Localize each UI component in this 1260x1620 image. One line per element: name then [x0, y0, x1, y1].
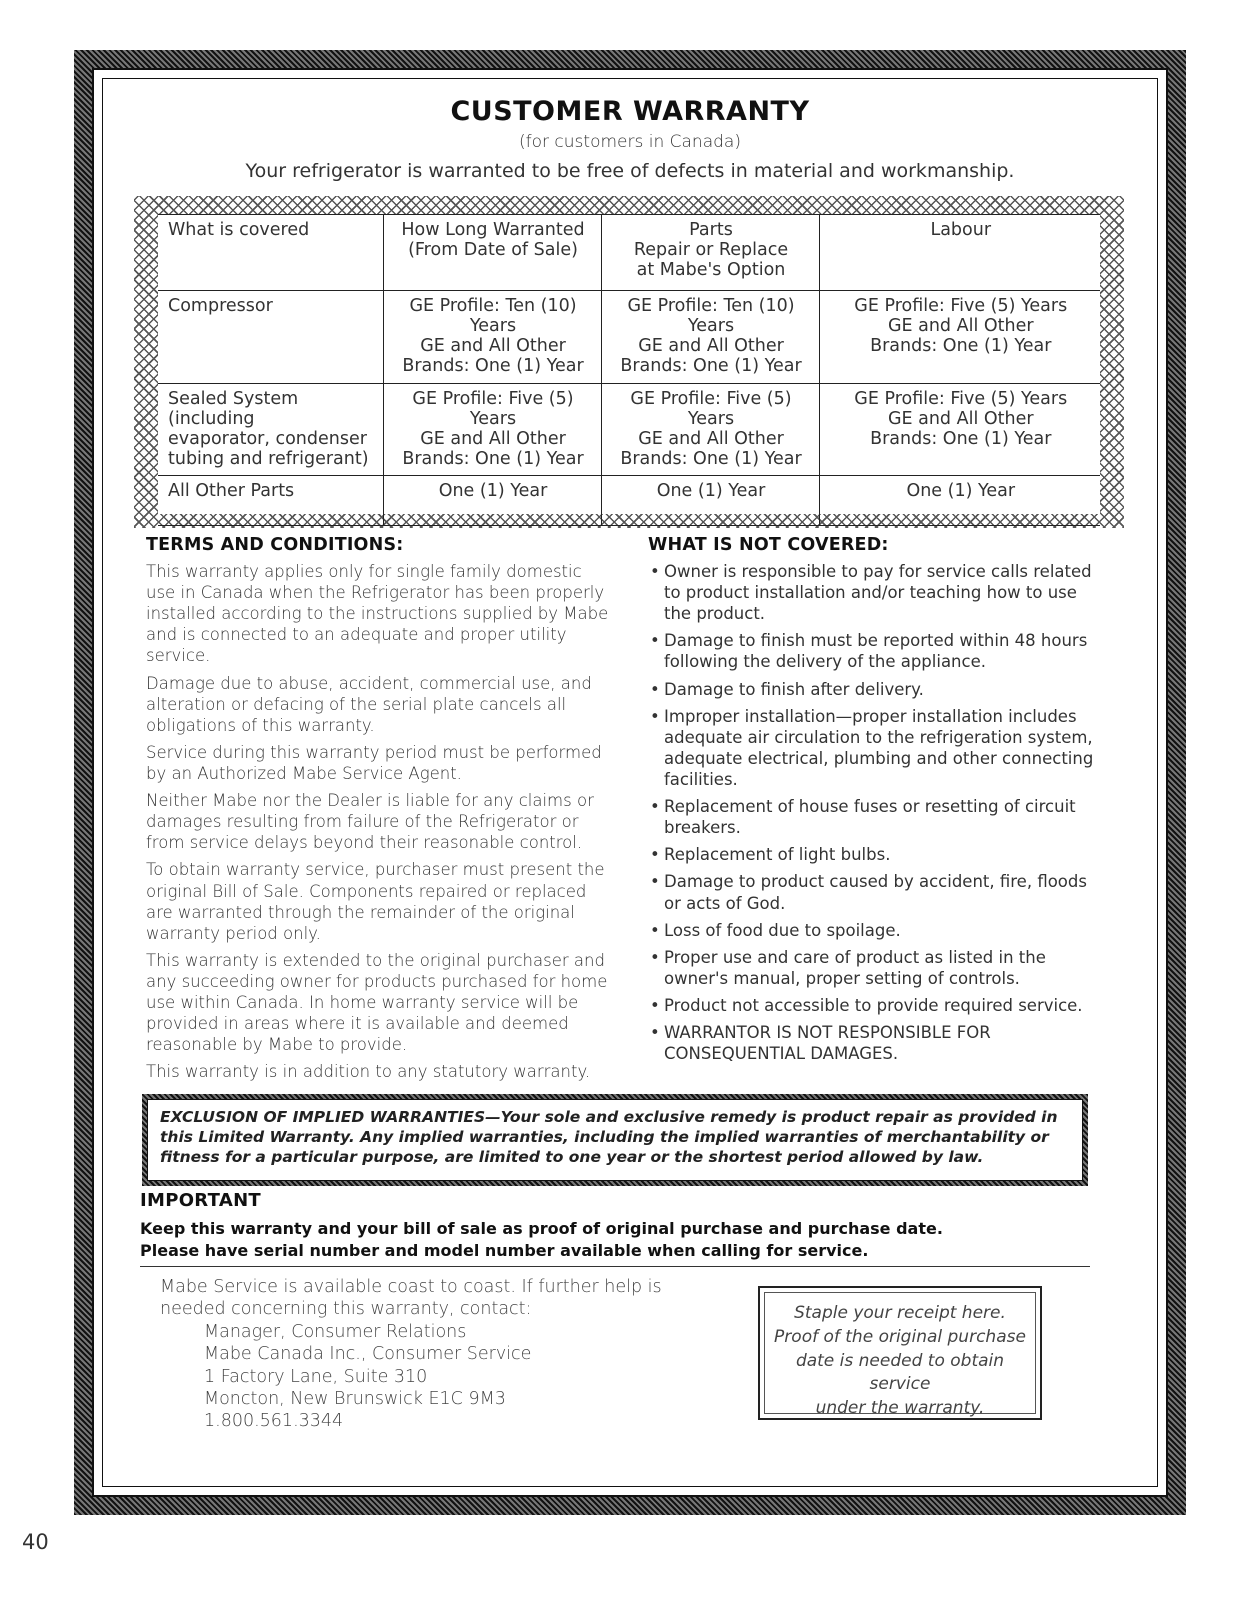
list-item: • Damage to finish must be reported within 48 hours following the delivery of the appliance. [648, 630, 1108, 672]
contact-intro: Mabe Service is available coast to coast. If further help is needed concerning this warranty, contact: [160, 1277, 662, 1320]
list-item: • Improper installation—proper installation includes adequate air circulation to the refrigeration system, adequate electrical, plumbing and other connecting facilities. [648, 706, 1108, 790]
row-other-parts-duration: One (1) Year [383, 476, 601, 526]
terms-paragraph: This warranty applies only for single family domestic use in Canada when the Refrigerator has been properly installed according to the instructions supplied by Mabe and is connected to an adequate and proper utility service. [146, 562, 609, 666]
header-labour: Labour [819, 215, 1100, 291]
row-sealed-system-duration: GE Profile: Five (5) Years GE and All Other Brands: One (1) Year [383, 383, 601, 476]
not-covered-heading: WHAT IS NOT COVERED: [648, 535, 889, 555]
list-item: • Loss of food due to spoilage. [648, 920, 1108, 941]
row-sealed-system-parts: GE Profile: Five (5) Years GE and All Other Brands: One (1) Year [601, 383, 819, 476]
page-title: CUSTOMER WARRANTY [450, 96, 810, 127]
table-row [158, 383, 1100, 476]
contact-info [160, 1276, 680, 1433]
warranty-table [158, 214, 1100, 526]
header-parts: Parts Repair or Replace at Mabe's Option [601, 215, 819, 291]
row-sealed-system-labour: GE Profile: Five (5) Years GE and All Other Brands: One (1) Year [819, 383, 1100, 476]
list-item: • Product not accessible to provide required service. [648, 995, 1108, 1016]
exclusion-text: EXCLUSION OF IMPLIED WARRANTIES—Your sole and exclusive remedy is product repair as provided in this Limited Warranty. Any implied warranties, including the implied warranties of merchantability or fitness for a particular purpose, are limited to one year or the shortest period allowed by law. [147, 1099, 1083, 1181]
not-covered-section [648, 535, 1108, 1070]
terms-paragraph: This warranty is extended to the original purchaser and any succeeding owner for products purchased for home use within Canada. In home warranty service will be provided in areas where it is available and deemed reasonable by Mabe to provide. [146, 950, 608, 1055]
list-item: • Replacement of light bulbs. [648, 844, 1108, 865]
page-border [74, 50, 1186, 1515]
contact-address: Manager, Consumer Relations Mabe Canada Inc., Consumer Service 1 Factory Lane, Suite 310 Moncton, New Brunswick E1C 9M3 1.800.561.3344 [160, 1321, 680, 1433]
page-number: 40 [22, 1530, 49, 1554]
terms-paragraph: To obtain warranty service, purchaser must present the original Bill of Sale. Components repaired or replaced are warranted through the remainder of the original warranty period only. [146, 860, 605, 943]
table-row [158, 291, 1100, 384]
important-notice: Keep this warranty and your bill of sale as proof of original purchase and purchase date. Please have serial number and model number available when calling for service. [140, 1219, 943, 1260]
terms-heading: TERMS AND CONDITIONS: [146, 535, 404, 555]
list-item: • Damage to product caused by accident, fire, floods or acts of God. [648, 871, 1108, 913]
row-compressor-duration: GE Profile: Ten (10) Years GE and All Other Brands: One (1) Year [383, 291, 601, 384]
header-how-long: How Long Warranted (From Date of Sale) [383, 215, 601, 291]
list-item: • Replacement of house fuses or resetting of circuit breakers. [648, 796, 1108, 838]
row-compressor-parts: GE Profile: Ten (10) Years GE and All Other Brands: One (1) Year [601, 291, 819, 384]
list-item: • Damage to finish after delivery. [648, 679, 1108, 700]
warranty-card [92, 68, 1168, 1497]
row-other-parts-labour: One (1) Year [819, 476, 1100, 526]
list-item: • WARRANTOR IS NOT RESPONSIBLE FOR CONSEQUENTIAL DAMAGES. [648, 1022, 1108, 1064]
row-other-parts-parts: One (1) Year [601, 476, 819, 526]
terms-paragraph: Service during this warranty period must be performed by an Authorized Mabe Service Agent. [146, 742, 602, 783]
table-decorative-border [134, 196, 1124, 528]
divider [140, 1266, 1090, 1267]
header-what-covered: What is covered [158, 215, 383, 291]
terms-paragraph: This warranty is in addition to any statutory warranty. [146, 1062, 591, 1082]
intro-text: Your refrigerator is warranted to be free of defects in material and workmanship. [245, 160, 1015, 182]
list-item: • Proper use and care of product as listed in the owner's manual, proper setting of controls. [648, 947, 1108, 989]
row-compressor-label: Compressor [158, 291, 383, 384]
contact-phone: 1.800.561.3344 [204, 1411, 344, 1432]
list-item: • Owner is responsible to pay for service calls related to product installation and/or teaching how to use the product. [648, 561, 1108, 624]
terms-section [146, 535, 616, 1089]
row-compressor-labour: GE Profile: Five (5) Years GE and All Other Brands: One (1) Year [819, 291, 1100, 384]
table-row [158, 476, 1100, 526]
row-other-parts-label: All Other Parts [158, 476, 383, 526]
important-heading: IMPORTANT [140, 1190, 262, 1211]
terms-paragraph: Damage due to abuse, accident, commercial use, and alteration or defacing of the serial plate cancels all obligations of this warranty. [146, 673, 592, 735]
not-covered-list [648, 561, 1108, 1064]
exclusion-box [142, 1094, 1088, 1186]
terms-paragraph: Neither Mabe nor the Dealer is liable for any claims or damages resulting from failure of the Refrigerator or from service delays beyond their reasonable control. [146, 791, 594, 853]
row-sealed-system-label: Sealed System (including evaporator, condenser tubing and refrigerant) [158, 383, 383, 476]
table-header-row [158, 215, 1100, 291]
page-subtitle: (for customers in Canada) [519, 132, 741, 152]
receipt-box: Staple your receipt here. Proof of the original purchase date is needed to obtain service under the warranty. [758, 1286, 1042, 1420]
